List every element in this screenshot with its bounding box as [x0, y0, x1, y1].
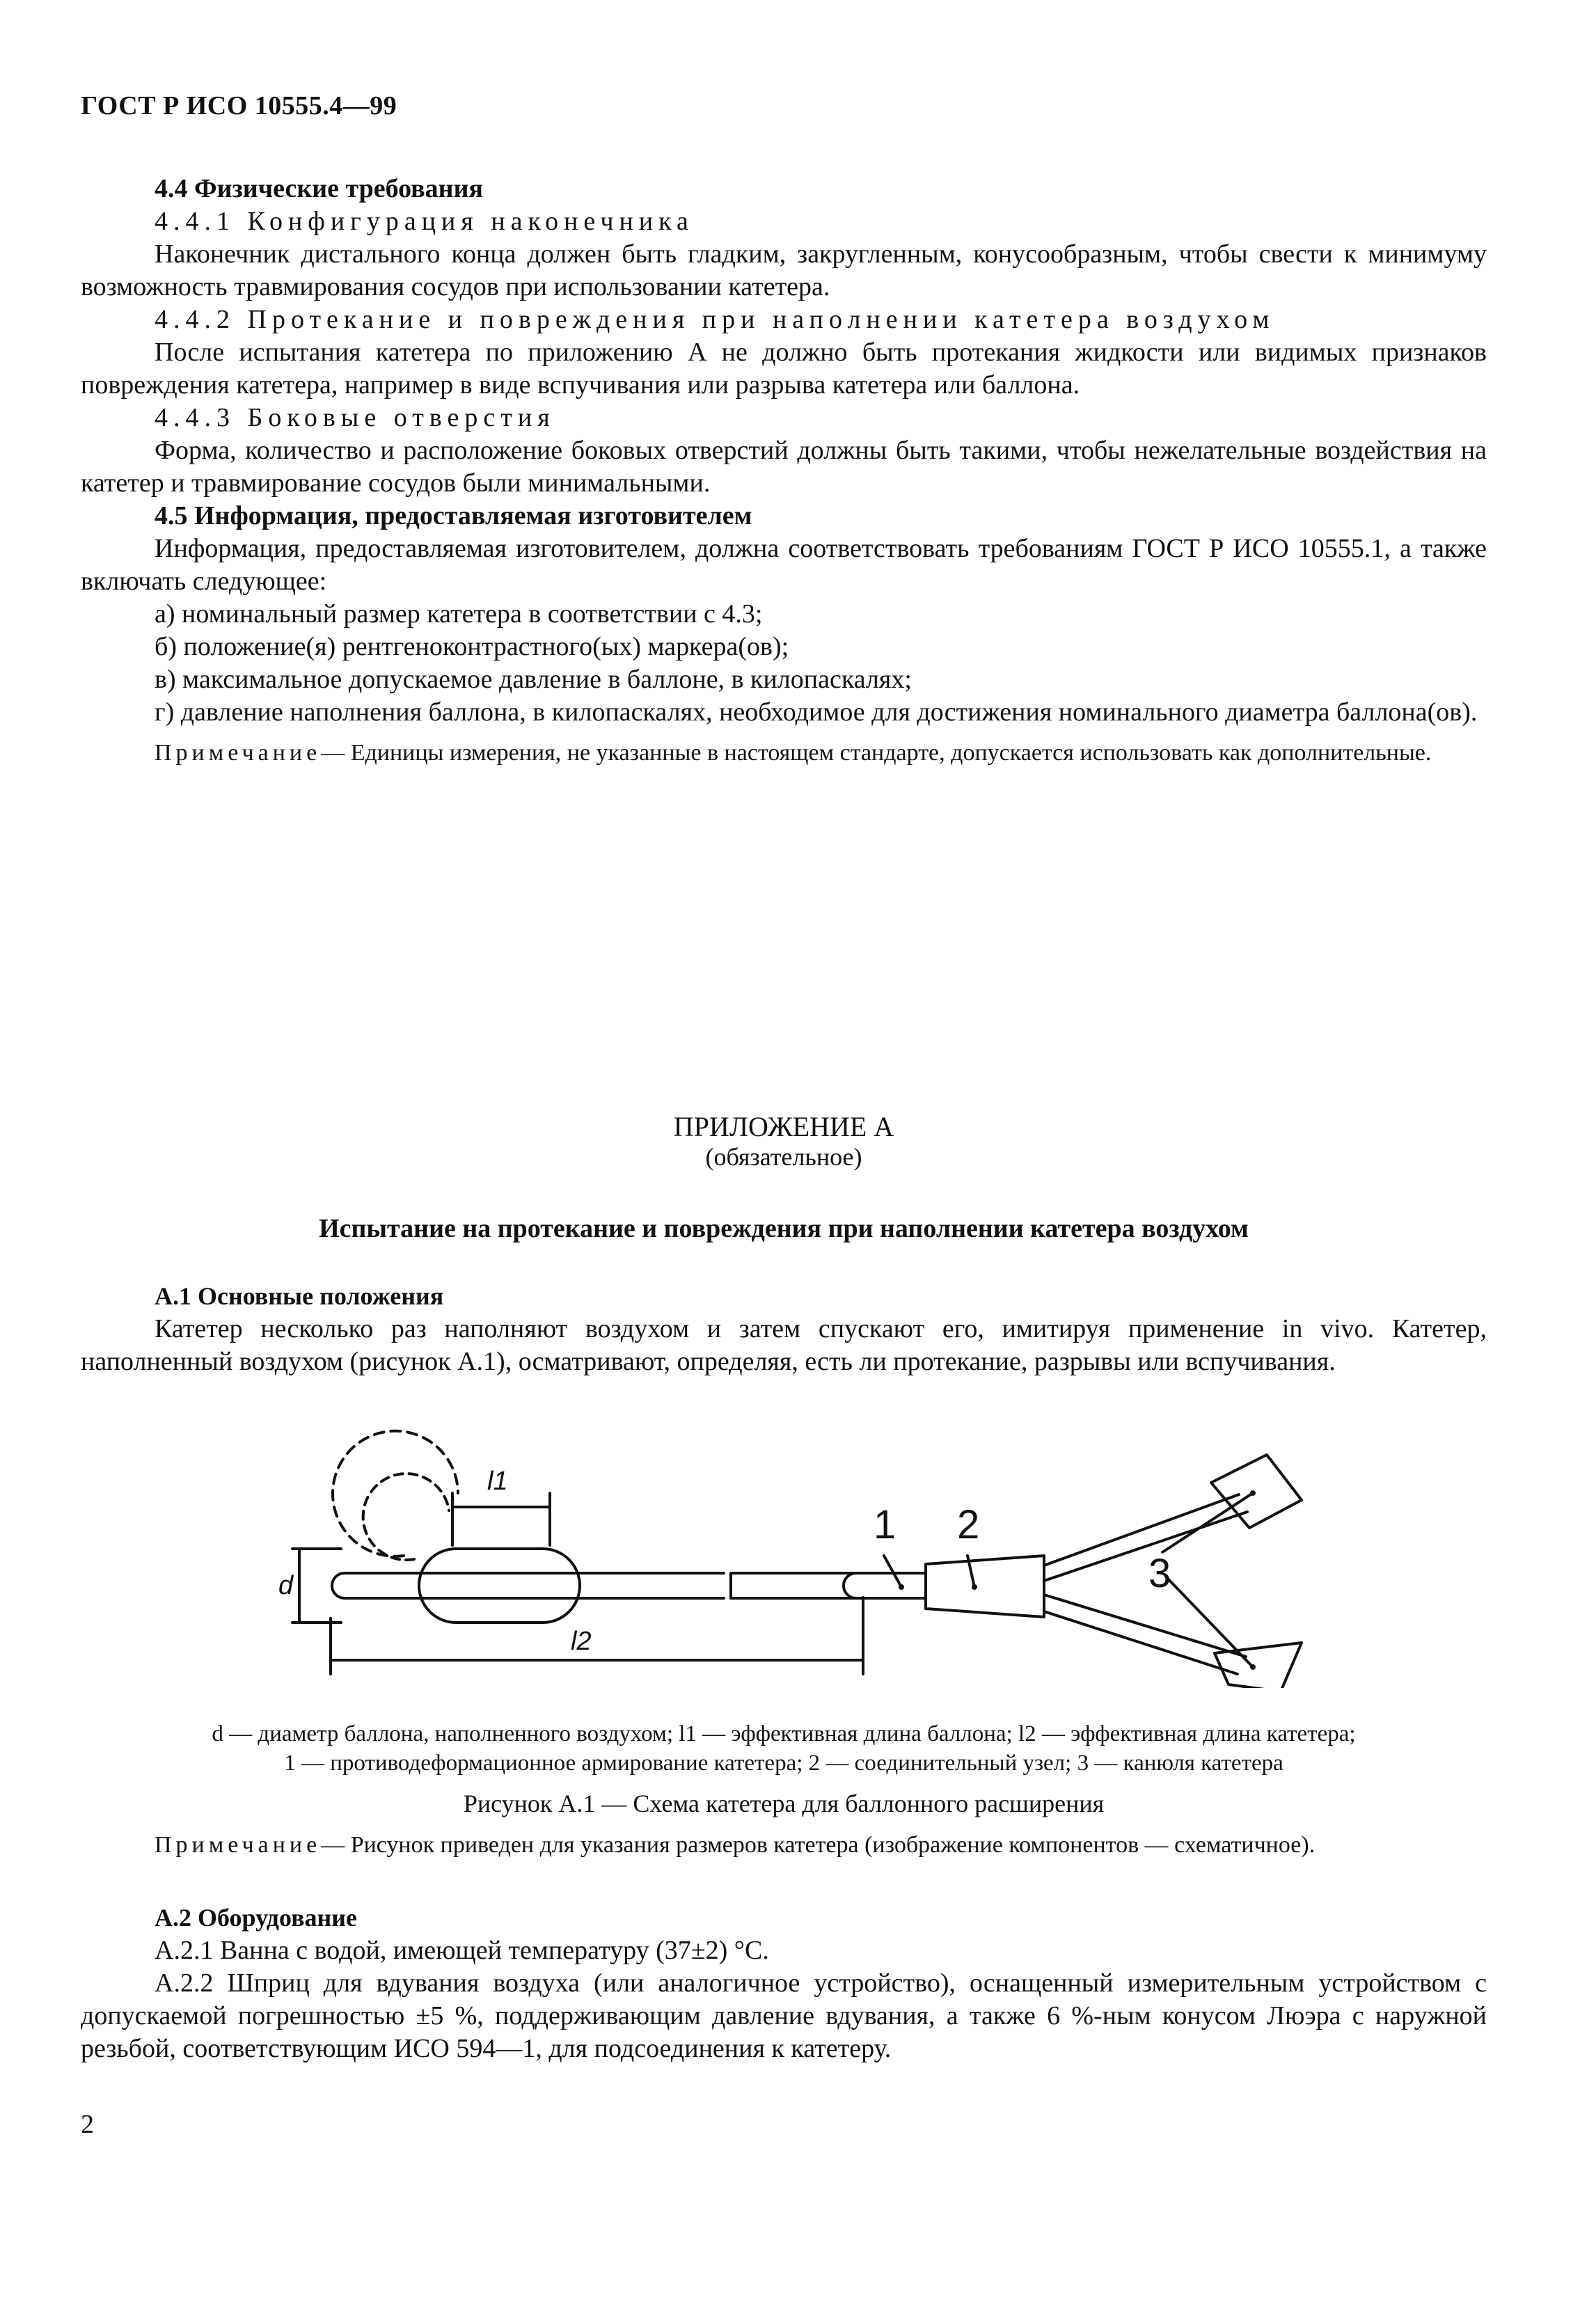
a2-1-text: А.2.1 Ванна с водой, имеющей температуру (37±2) °С.: [155, 1936, 769, 1965]
dot-2: [972, 1584, 977, 1590]
list-item: б) положение(я) рентгеноконтрастного(ых) маркера(ов);: [155, 632, 789, 661]
note-text: — Единицы измерения, не указанные в настоящем стандарте, допускается использовать как дополнительные.: [321, 740, 1432, 766]
strain-relief: [844, 1573, 926, 1598]
annex-a: [81, 1110, 1487, 1378]
cannula-cap-lower: [1215, 1643, 1302, 1688]
catheter-tip: [332, 1573, 724, 1598]
section-4-5-intro: Информация, предоставляемая изготовителем, должна соответствовать требованиям ГОСТ Р ИСО 10555.1, а также включать следующее:: [81, 534, 1487, 596]
dashed-loop: [333, 1431, 458, 1556]
annex-subtitle: (обязательное): [705, 1143, 862, 1171]
catheter-segment-2: [731, 1573, 856, 1598]
catheter-diagram: [278, 1417, 1315, 1688]
note-text: — Рисунок приведен для указания размеров катетера (изображение компонентов — схематичное).: [321, 1832, 1315, 1858]
catheter-figure: [278, 1417, 1315, 1688]
connector-hub: [926, 1556, 1044, 1617]
section-4-4-1-title: 4.4.1 Конфигурация наконечника: [155, 207, 694, 236]
figure-legend: [81, 1719, 1487, 1778]
label-l1: l1: [487, 1467, 508, 1496]
cannula-cap-upper: [1211, 1455, 1302, 1528]
cannula-lower: [1044, 1595, 1246, 1674]
figure-legend-line1: d — диаметр баллона, наполненного воздухом; l1 — эффективная длина баллона; l2 — эффективная длина катетера;: [212, 1721, 1356, 1746]
label-l2: l2: [571, 1627, 592, 1656]
a2-heading: А.2 Оборудование: [155, 1904, 358, 1932]
section-4-4-3-title: 4.4.3 Боковые отверстия: [155, 403, 555, 432]
leader-1: [884, 1556, 901, 1587]
a1-text: Катетер несколько раз наполняют воздухом и затем спускают его, имитируя применение in vivo. Катетер, наполненный воздухом (рисунок А.1), осматривают, определяя, есть ли протекание, разрывы или вспучивания.: [81, 1314, 1487, 1376]
section-4-content: [81, 173, 1487, 768]
balloon: [419, 1549, 580, 1623]
section-4-4-2-text: После испытания катетера по приложению А не должно быть протекания жидкости или видимых признаков повреждения катетера, например в виде вспучивания или разрыва катетера или баллона.: [81, 338, 1487, 400]
section-4-4-3-text: Форма, количество и расположение боковых отверстий должны быть такими, чтобы нежелательные воздействия на катетер и травмирование сосудов были минимальными.: [81, 436, 1487, 498]
figure-title: Рисунок А.1 — Схема катетера для баллонного расширения: [463, 1790, 1105, 1817]
a2-2-text: А.2.2 Шприц для вдувания воздуха (или аналогичное устройство), оснащенный измерительным устройством с допускаемой погрешностью ±5 %, поддерживающим давление вдувания, а также 6 %-ным конусом Люэра с наружной резьбой, соответствующим ИСО 594—1, для подсоединения к катетеру.: [81, 1968, 1487, 2063]
page-number: 2: [81, 2110, 94, 2139]
dot-3a: [1250, 1490, 1256, 1496]
section-4-4-heading: 4.4 Физические требования: [155, 174, 484, 203]
document-header: ГОСТ Р ИСО 10555.4—99: [81, 91, 397, 120]
dashed-loop-inner: [363, 1474, 449, 1560]
section-4-4-1-text: Наконечник дистального конца должен быть гладким, закругленным, конусообразным, чтобы свести к минимуму возможность травмирования сосудов при использовании катетера.: [81, 239, 1487, 301]
label-1: 1: [874, 1502, 896, 1547]
a1-heading: А.1 Основные положения: [155, 1282, 444, 1310]
annex-title: ПРИЛОЖЕНИЕ А: [673, 1111, 894, 1142]
figure-note: [81, 1831, 1487, 1860]
cannula-upper: [1044, 1494, 1247, 1581]
list-item: а) номинальный размер катетера в соответствии с 4.3;: [155, 599, 763, 629]
note-label: Примечание: [155, 740, 322, 766]
dim-d-line: [292, 1549, 341, 1623]
figure-legend-line2: 1 — противодеформационное армирование катетера; 2 — соединительный узел; 3 — канюля катетера: [284, 1751, 1283, 1776]
dot-3b: [1250, 1664, 1256, 1670]
section-4-5-heading: 4.5 Информация, предоставляемая изготовителем: [155, 501, 752, 530]
label-d: d: [278, 1571, 294, 1600]
list-item: в) максимальное допускаемое давление в баллоне, в килопаскалях;: [155, 665, 912, 694]
dim-l1-line: [452, 1493, 550, 1545]
label-3: 3: [1148, 1551, 1171, 1596]
leader-3a: [1162, 1493, 1253, 1552]
section-4-4-2-title: 4.4.2 Протекание и повреждения при наполнении катетера воздухом: [155, 305, 1275, 334]
note-label: Примечание: [155, 1832, 322, 1858]
dot-1: [899, 1584, 904, 1590]
annex-heading: Испытание на протекание и повреждения при наполнении катетера воздухом: [319, 1214, 1249, 1243]
section-4-5-note: [81, 739, 1487, 768]
label-2: 2: [957, 1502, 980, 1547]
section-a2-content: [81, 1831, 1487, 2065]
list-item: г) давление наполнения баллона, в килопаскалях, необходимое для достижения номинального диаметра баллона(ов).: [155, 697, 1478, 727]
leader-3b: [1166, 1577, 1253, 1667]
dim-l2-line: [331, 1597, 863, 1674]
